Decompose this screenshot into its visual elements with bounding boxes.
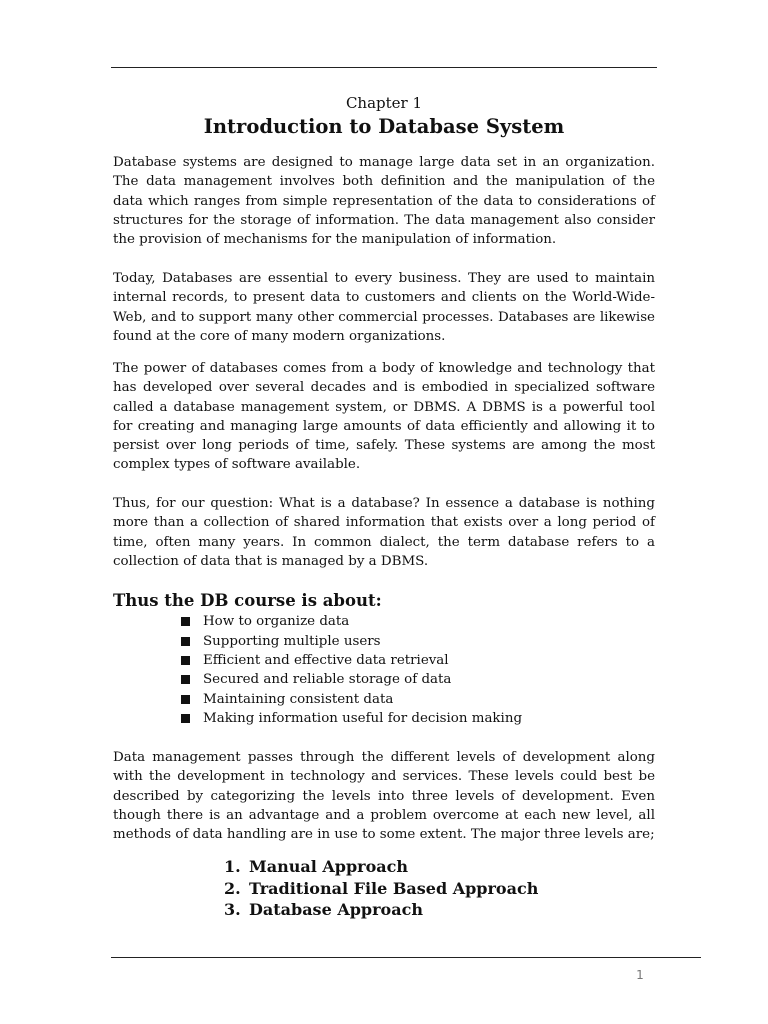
header-rule — [111, 67, 657, 68]
list-item — [181, 690, 522, 709]
square-bullet-icon — [181, 637, 190, 646]
approach-label: Database Approach — [249, 900, 423, 919]
list-item — [181, 709, 522, 728]
footer-rule — [111, 957, 701, 958]
paragraph-business: Today, Databases are essential to every business. They are used to maintain internal records, to present data to customers and clients on the World-Wide-Web, and to support many other commercial processes. Databases are likewise found at the core of many modern organizations. — [113, 271, 655, 344]
list-item — [181, 670, 522, 689]
square-bullet-icon — [181, 617, 190, 626]
approach-list — [224, 856, 538, 921]
list-item-label: Maintaining consistent data — [203, 691, 394, 707]
approach-number: 1. — [224, 857, 241, 876]
chapter-label: Chapter 1 — [345, 94, 423, 112]
paragraph-data-management-levels: Data management passes through the different levels of development along with the development in technology and services. These levels could best be described by categorizing the levels into three levels of development. Even though there is an advantage and a problem overcome at each new level, all methods of data handling are in use to some extent. The major three levels are; — [113, 750, 655, 843]
paragraph-intro: Database systems are designed to manage large data set in an organization. The data management involves both definition and the manipulation of the data which ranges from simple representation of the data to considerations of structures for the storage of information. The data management also consider the provision of mechanisms for the manipulation of information. — [113, 155, 655, 248]
square-bullet-icon — [181, 656, 190, 665]
approach-label: Manual Approach — [249, 857, 408, 876]
list-item-label: Supporting multiple users — [203, 633, 381, 649]
course-topic-list — [181, 612, 522, 728]
paragraph-what-is-database: Thus, for our question: What is a database? In essence a database is nothing more than a collection of shared information that exists over a long period of time, often many years. In common dialect, the term database refers to a collection of data that is managed by a DBMS. — [113, 496, 655, 569]
list-item — [181, 612, 522, 631]
approach-item-file-based — [224, 878, 538, 900]
page-number: 1 — [636, 968, 644, 982]
square-bullet-icon — [181, 695, 190, 704]
approach-item-manual — [224, 856, 538, 878]
approach-item-database — [224, 899, 538, 921]
course-heading: Thus the DB course is about: — [113, 591, 382, 610]
approach-number: 3. — [224, 900, 241, 919]
approach-label: Traditional File Based Approach — [249, 878, 539, 898]
list-item — [181, 631, 522, 650]
square-bullet-icon — [181, 714, 190, 723]
list-item — [181, 651, 522, 670]
list-item-label: Making information useful for decision making — [203, 711, 523, 727]
list-item-label: Efficient and effective data retrieval — [203, 652, 449, 668]
list-item-label: How to organize data — [203, 614, 350, 630]
list-item-label: Secured and reliable storage of data — [203, 672, 452, 688]
paragraph-dbms-power: The power of databases comes from a body of knowledge and technology that has developed over several decades and is embodied in specialized software called a database management system, or DBMS. A DBMS is a powerful tool for creating and managing large amounts of data efficiently and allowing it to persist over long periods of time, safely. These systems are among the most complex types of software available. — [113, 361, 655, 473]
approach-number: 2. — [224, 878, 241, 898]
chapter-title: Introduction to Database System — [203, 115, 565, 138]
square-bullet-icon — [181, 675, 190, 684]
